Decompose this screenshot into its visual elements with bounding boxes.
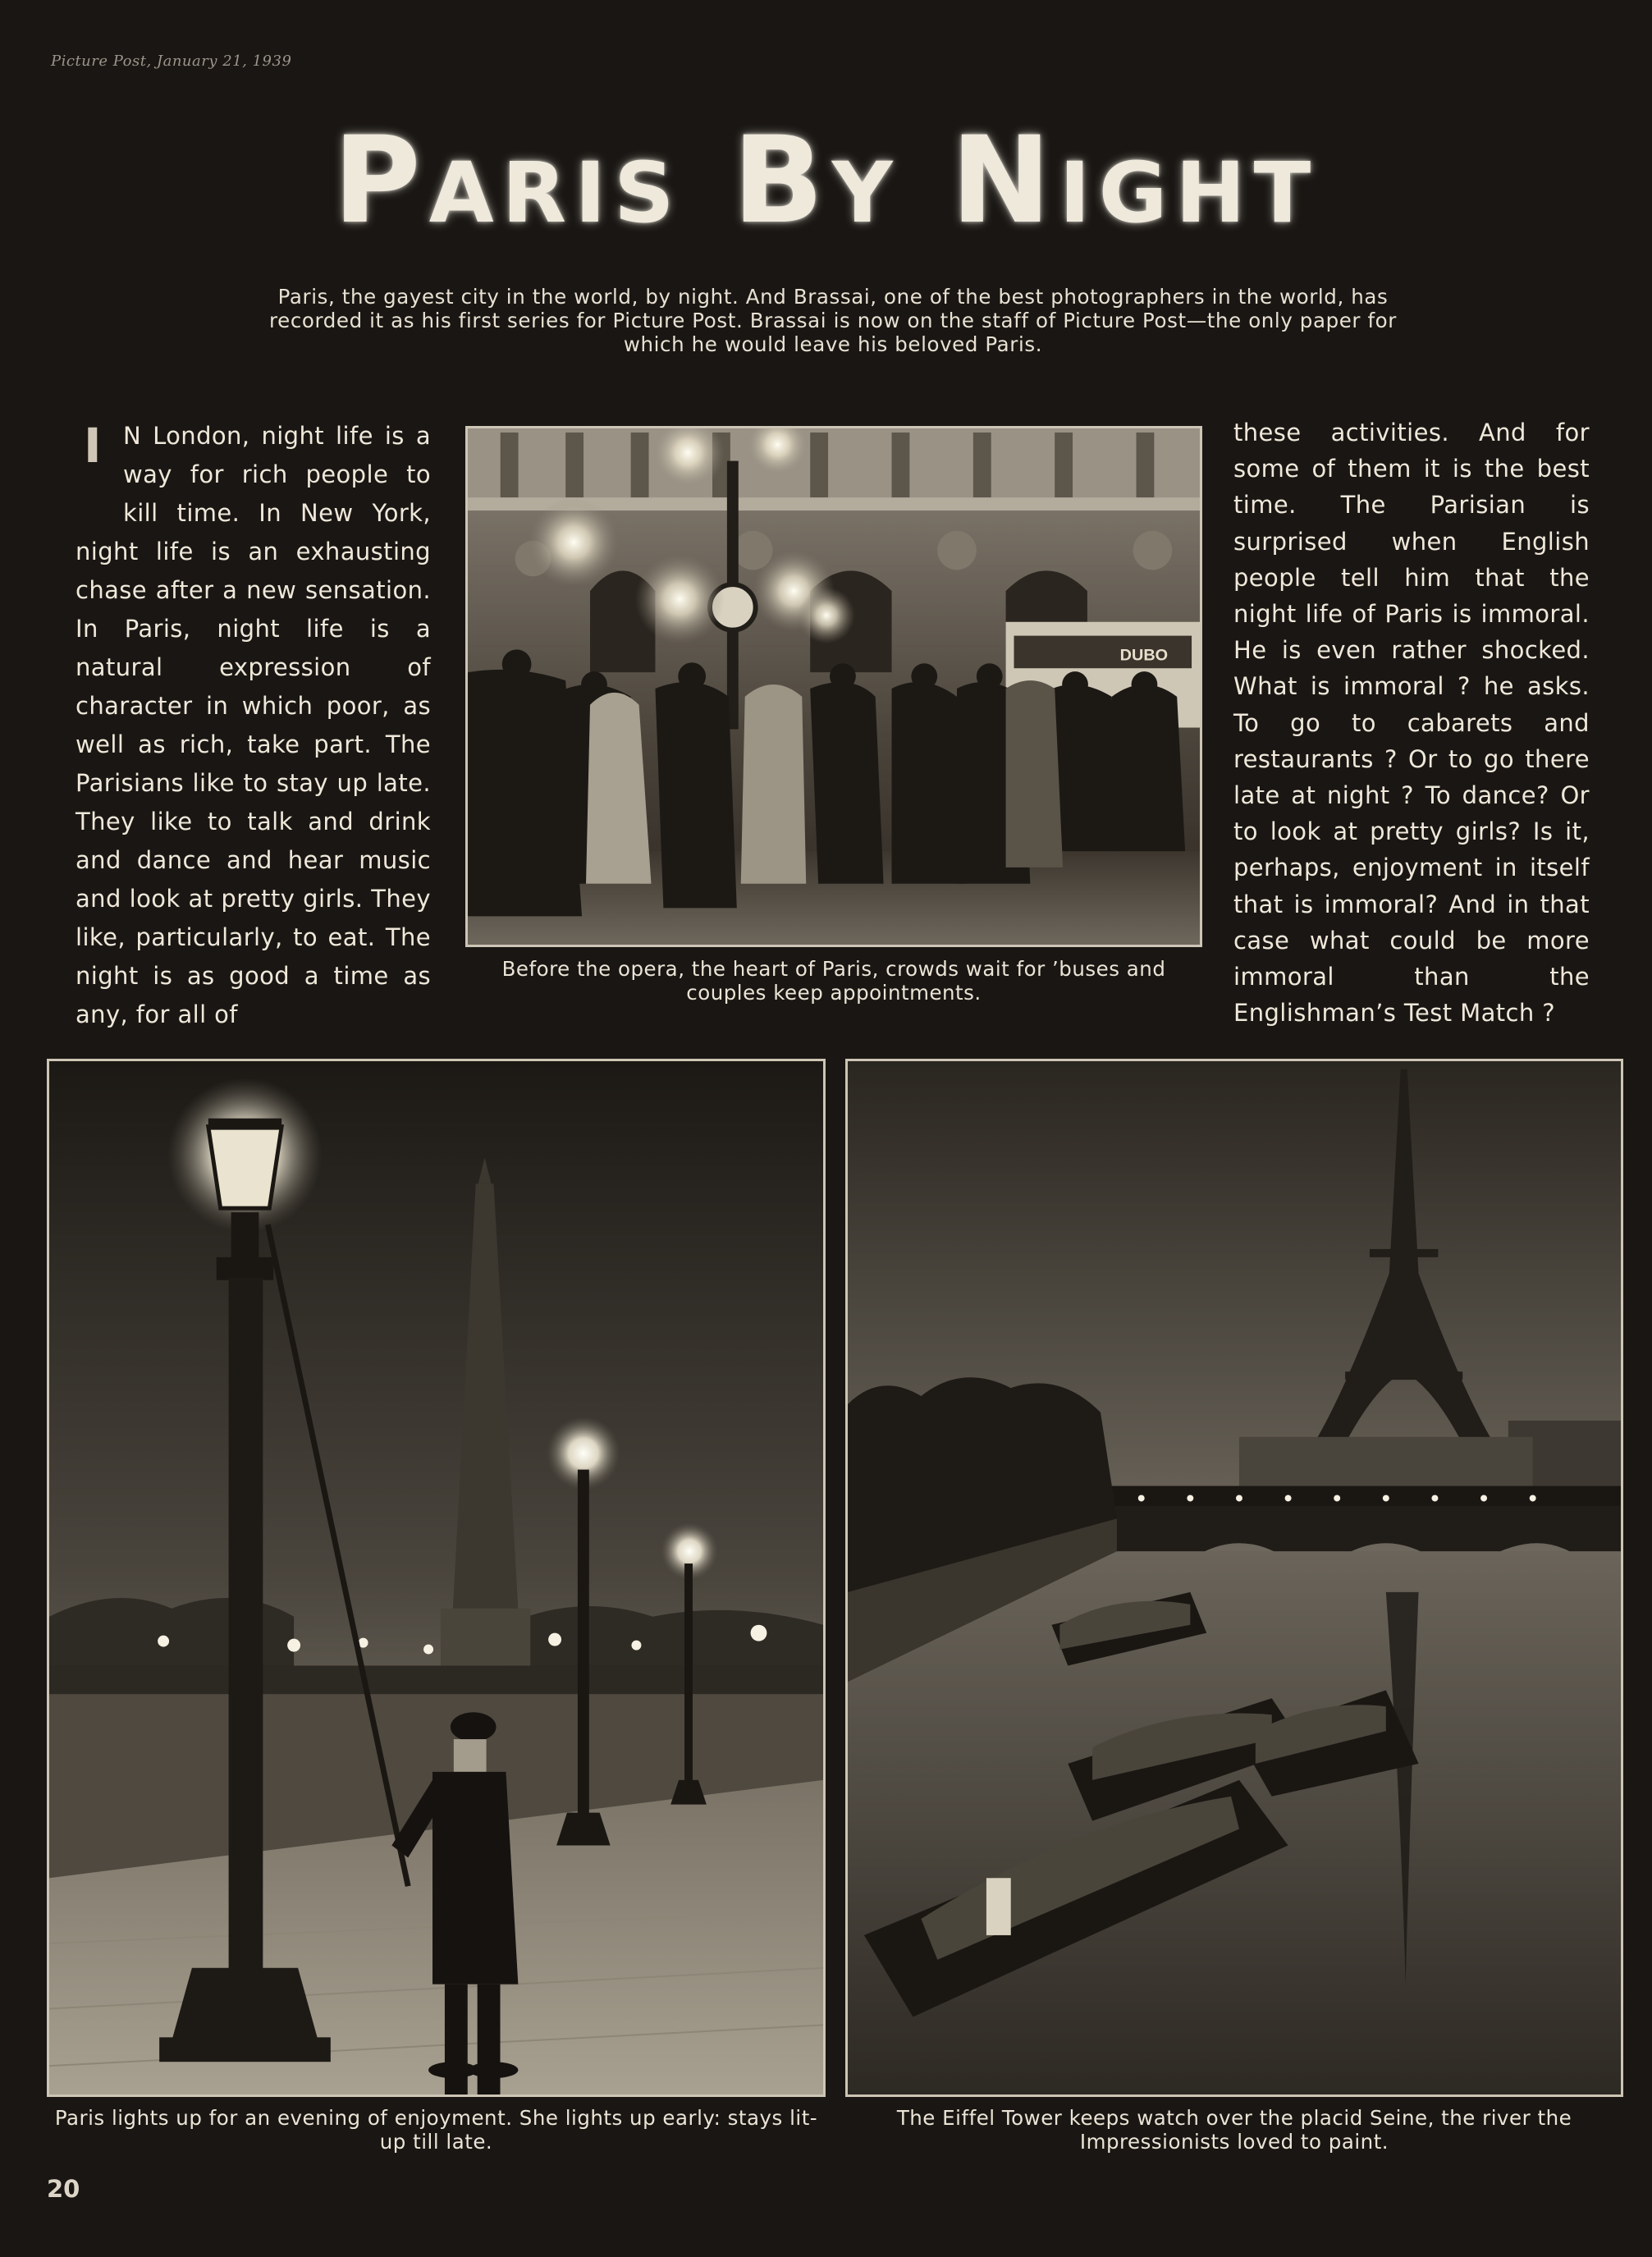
page-title: Paris By Night [332,111,1320,250]
photo-lamplighter [47,1059,826,2097]
caption-opera: Before the opera, the heart of Paris, crowds wait for ’buses and couples keep appointments. [501,957,1166,1005]
photo-eiffel-seine [845,1059,1623,2097]
article-text-right: these activities. And for some of them it is the best time. The Parisian is surprised when English people tell him that the night life of Paris is immoral. He is even rather shocked. What is immoral ? he asks. To go to cabarets and restaurants ? Or to go there late at night ? To dance? Or to look at pretty girls? Is it, perhaps, enjoyment in itself that is immoral? And in that case what could be more immoral than the Englishman’s Test Match ? [1233,419,1590,1028]
article-text-left: N London, night life is a way for rich people to kill time. In New York, night life is an exhausting chase after a new sensation. In Paris, night life is a natural expression of character in which poor, as well as rich, take part. The Parisians like to stay up late. They like to talk and drink and dance and hear music and look at pretty girls. They like, particularly, to eat. The night is as good a time as any, for all of [76,422,431,1028]
caption-eiffel: The Eiffel Tower keeps watch over the placid Seine, the river the Impressionists loved to paint. [896,2106,1572,2154]
running-head: Picture Post, January 21, 1939 [51,53,292,70]
tram-sign: DUBO [1119,646,1169,665]
article-column-left [76,417,431,1034]
page-number: 20 [47,2175,80,2203]
drop-cap: I [84,418,102,474]
photo-opera-crowd [465,426,1202,947]
article-column-right [1233,414,1590,1031]
intro-standfirst: Paris, the gayest city in the world, by night. And Brassai, one of the best photographers in the world, has recorded it as his first series for Picture Post. Brassai is now on the staff of Picture Post—the only paper for which he would leave his beloved Paris. [269,285,1397,356]
caption-lamplighter: Paris lights up for an evening of enjoyment. She lights up early: stays lit-up till late. [54,2106,818,2154]
